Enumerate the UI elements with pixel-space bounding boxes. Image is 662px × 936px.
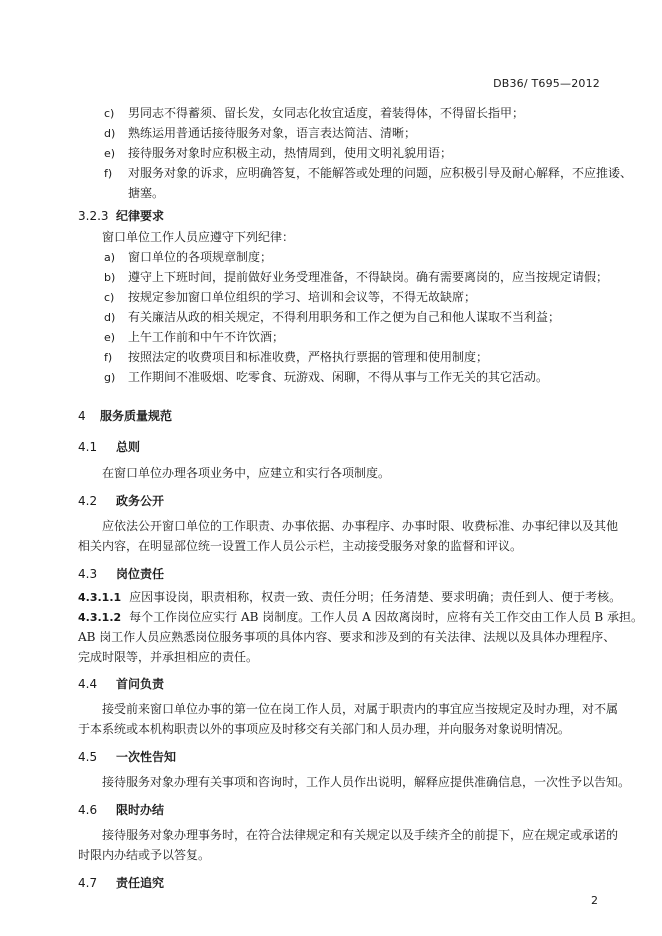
- section-heading: [78, 675, 164, 692]
- list-item-label: d): [104, 127, 116, 140]
- section-number: 4.6: [78, 803, 98, 817]
- list-item-label: f): [104, 167, 113, 180]
- section-title: 限时办结: [116, 803, 165, 817]
- list-item-label: e): [104, 147, 116, 160]
- list-item-text: 对服务对象的诉求，应明确答复，不能解答或处理的问题，应积极引导及耐心解释，不应推诿、: [128, 166, 633, 180]
- paragraph-line: AB 岗工作人员应熟悉岗位服务事项的具体内容、要求和涉及到的有关法律、法规以及具体办理程序、: [78, 630, 616, 644]
- list-item: [104, 126, 416, 141]
- paragraph-line: 于本系统或本机构职责以外的事项应及时移交有关部门和人员办理，并向服务对象说明情况。: [78, 722, 571, 736]
- section-title: 政务公开: [116, 494, 165, 508]
- section-heading: [78, 874, 164, 891]
- list-item-text: 按规定参加窗口单位组织的学习、培训和会议等，不得无故缺席；: [128, 290, 477, 304]
- list-item-continuation: 搪塞。: [128, 186, 165, 200]
- section-heading: [78, 207, 164, 224]
- list-item-label: g): [104, 371, 116, 384]
- section-title: 岗位责任: [116, 567, 165, 581]
- list-item-text: 上午工作前和中午不许饮酒；: [128, 330, 285, 344]
- list-item: [104, 166, 632, 181]
- list-item: [104, 310, 560, 325]
- page-number: 2: [591, 894, 598, 907]
- section-number: 4.1: [78, 440, 98, 454]
- list-item-label: f): [104, 351, 113, 364]
- section-title: 首问负责: [116, 677, 165, 691]
- list-item-text: 工作期间不准吸烟、吃零食、玩游戏、闲聊，不得从事与工作无关的其它活动。: [128, 370, 549, 384]
- list-item-label: b): [104, 271, 116, 284]
- chapter-heading: [78, 407, 172, 424]
- list-item-label: e): [104, 331, 116, 344]
- list-item-text: 按照法定的收费项目和标准收费，严格执行票据的管理和使用制度；: [128, 350, 489, 364]
- list-item-text: 窗口单位的各项规章制度；: [128, 250, 273, 264]
- chapter-title: 服务质量规范: [100, 409, 173, 423]
- list-item-text: 接待服务对象时应积极主动，热情周到，使用文明礼貌用语；: [128, 146, 453, 160]
- paragraph-line: 应依法公开窗口单位的工作职责、办事依据、办事程序、办事时限、收费标准、办事纪律以及其他: [102, 519, 619, 533]
- list-item: [104, 106, 524, 121]
- clause-number: 4.3.1.1: [78, 591, 122, 604]
- section-number: 4.2: [78, 494, 98, 508]
- section-title: 纪律要求: [116, 209, 165, 223]
- paragraph-line: 接待服务对象办理事务时，在符合法律规定和有关规定以及手续齐全的前提下，应在规定或承诺的: [102, 828, 619, 842]
- section-number: 4.4: [78, 677, 98, 691]
- section-number: 3.2.3: [78, 209, 109, 223]
- section-heading: [78, 801, 164, 818]
- list-item: [104, 270, 608, 285]
- list-item-label: a): [104, 251, 116, 264]
- list-item: [104, 146, 452, 161]
- paragraph-line: 完成时限等，并承担相应的责任。: [78, 650, 259, 664]
- list-item-label: c): [104, 107, 115, 120]
- paragraph: 在窗口单位办理各项业务中，应建立和实行各项制度。: [102, 466, 391, 480]
- list-item-text: 有关廉洁从政的相关规定，不得利用职务和工作之便为自己和他人谋取不当利益；: [128, 310, 561, 324]
- paragraph-line: 相关内容，在明显部位统一设置工作人员公示栏，主动接受服务对象的监督和评议。: [78, 539, 523, 553]
- section-heading: [78, 565, 164, 582]
- list-item-text: 男同志不得蓄须、留长发，女同志化妆宜适度，着装得体，不得留长指甲；: [128, 106, 525, 120]
- list-item-label: d): [104, 311, 116, 324]
- list-item: [104, 370, 548, 385]
- section-title: 一次性告知: [116, 750, 177, 764]
- list-item: [104, 250, 272, 265]
- paragraph-line: 接受前来窗口单位办事的第一位在岗工作人员，对属于职责内的事宜应当按规定及时办理，对不属: [102, 702, 619, 716]
- section-number: 4.5: [78, 750, 98, 764]
- list-item-text: 遵守上下班时间，提前做好业务受理准备，不得缺岗。确有需要离岗的，应当按规定请假；: [128, 270, 609, 284]
- list-item: [104, 290, 476, 305]
- clause: [78, 610, 643, 625]
- clause-number: 4.3.1.2: [78, 611, 122, 624]
- list-item: [104, 350, 488, 365]
- list-item-label: c): [104, 291, 115, 304]
- section-heading: [78, 438, 140, 455]
- section-intro: 窗口单位工作人员应遵守下列纪律：: [102, 230, 295, 244]
- clause-text: 每个工作岗位应实行 AB 岗制度。工作人员 A 因故离岗时，应将有关工作交由工作人员 B 承担。: [129, 610, 644, 624]
- section-heading: [78, 492, 164, 509]
- list-item-text: 熟练运用普通话接待服务对象，语言表达简洁、清晰；: [128, 126, 417, 140]
- section-number: 4.3: [78, 567, 98, 581]
- section-heading: [78, 748, 176, 765]
- clause-text: 应因事设岗，职责相称，权责一致、责任分明；任务清楚、要求明确；责任到人、便于考核。: [129, 590, 622, 604]
- section-title: 总则: [116, 440, 141, 454]
- list-item: [104, 330, 284, 345]
- chapter-number: 4: [78, 409, 86, 423]
- clause: [78, 590, 621, 605]
- standard-code: DB36/ T695—2012: [493, 77, 600, 90]
- paragraph: 接待服务对象办理有关事项和咨询时，工作人员作出说明，解释应提供准确信息，一次性予以告知。: [102, 775, 631, 789]
- section-title: 责任追究: [116, 876, 165, 890]
- paragraph-line: 时限内办结或予以答复。: [78, 848, 211, 862]
- section-number: 4.7: [78, 876, 98, 890]
